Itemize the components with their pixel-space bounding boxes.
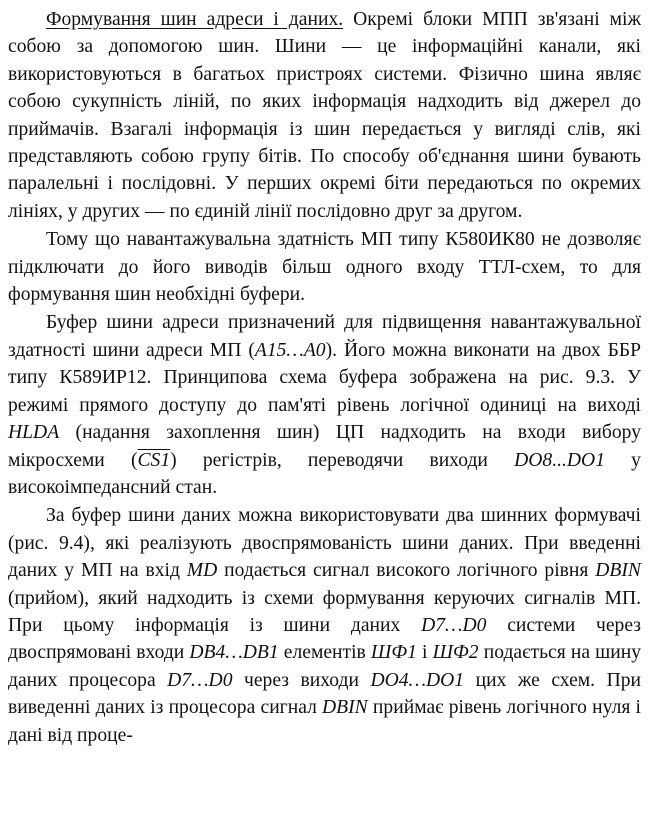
text-run: через виходи	[232, 669, 371, 691]
document-page	[8, 6, 641, 749]
signal-name: DO4…DO1	[370, 669, 465, 691]
signal-name: ШФ1	[370, 642, 417, 664]
text-run: (прийом), який надходить із схеми формування керуючих сигналів МП. При цьому інформація із шини даних	[8, 587, 641, 636]
text-run: елементів	[278, 642, 371, 664]
text-run: цих же схем. При виведенні даних із процесора сигнал	[8, 669, 642, 719]
text-run: подається сигнал високого логічного рівня	[217, 560, 596, 582]
signal-name: DBIN	[322, 697, 368, 719]
signal-name: CS1	[137, 449, 171, 471]
text-run: подається на шину даних процесора	[8, 642, 641, 691]
text-run: ). Його можна виконати на двох ББР типу К589ИР12. Принципова схема буфера зображена на рис. 9.3. У режимі прямого доступу до пам'яті рівень логічної одиниці на виході	[8, 339, 641, 416]
paragraph-address-buffer	[8, 309, 641, 501]
section-heading: Формування шин адреси і даних.	[46, 9, 344, 30]
text-run: у високоімпедансний стан.	[8, 449, 641, 498]
text-run: і	[416, 642, 433, 664]
signal-name: DO8...DO1	[514, 449, 605, 471]
text-run: Окремі блоки МПП зв'язані між собою за допомогою шин. Шини — це інформаційні канали, які використовуються в багатьох пристроях системи. Фізично шина являє собою сукупність ліній, по яких інформація надходить від джерел до приймачів. Взагалі інформація із шин передається у вигляді слів, які представляють собою групу бітів. По способу об'єднання шини бувають паралельні і послідовні. У перших окремі біти передаються по окремих лініях, у других — по єдиній лінії послідовно друг за другом.	[8, 9, 642, 222]
signal-name: DB4…DB1	[189, 642, 279, 664]
text-run: Буфер шини адреси призначений для підвищення навантажувальної здатності шини адреси МП (	[8, 312, 641, 361]
signal-name: A15…A0	[254, 339, 326, 361]
text-run: системи через двоспрямовані входи	[8, 614, 642, 664]
paragraph-bus-formation	[8, 6, 641, 225]
signal-name: D7…D0	[167, 669, 233, 691]
paragraph-load-capacity	[8, 226, 641, 308]
text-run: ) регістрів, переводячи виходи	[170, 449, 515, 471]
paragraph-body	[8, 9, 641, 222]
paragraph-data-buffer	[8, 502, 641, 749]
signal-name: D7…D0	[421, 614, 487, 636]
text-run: За буфер шини даних можна використовувати два шинних формувачі (рис. 9.4), які реалізують двоспрямованість шини даних. При введенні даних у МП на вхід	[8, 505, 641, 582]
text-run: приймає рівень логічного нуля і дані від проце-	[8, 697, 641, 746]
signal-name: HLDA	[8, 422, 60, 444]
text-run: Тому що навантажувальна здатність МП типу К580ИК80 не дозволяє підключати до його виводів більш одного входу ТТЛ-схем, то для формування шин необхідні буфери.	[8, 229, 641, 306]
signal-name: DBIN	[595, 560, 641, 582]
signal-name: MD	[186, 560, 218, 582]
signal-name: ШФ2	[432, 642, 479, 664]
text-run: (надання захоплення шин) ЦП надходить на входи вибору мікросхеми (	[8, 422, 641, 471]
